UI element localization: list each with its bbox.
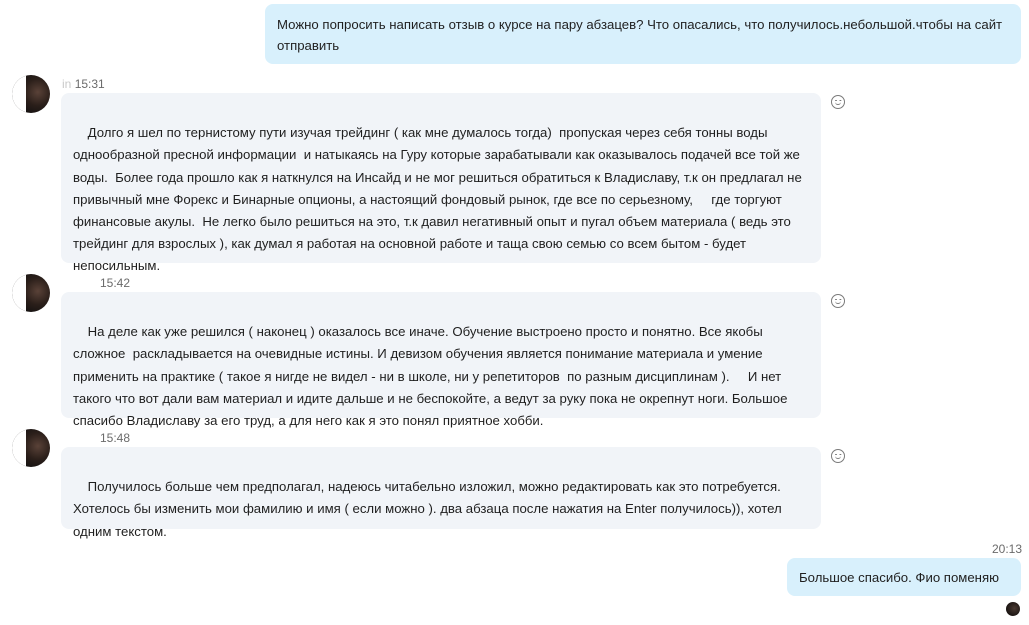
smiley-icon[interactable] (831, 449, 845, 463)
outgoing-message[interactable] (265, 4, 1021, 64)
incoming-message[interactable] (61, 292, 821, 429)
outgoing-message[interactable] (787, 558, 1021, 596)
message-time: 15:31 (74, 77, 105, 91)
contact-avatar[interactable] (12, 75, 50, 113)
message-meta (62, 431, 130, 445)
incoming-message[interactable] (61, 447, 821, 539)
message-text: Большое спасибо. Фио поменяю (799, 570, 1000, 585)
incoming-message[interactable] (61, 93, 821, 274)
message-meta (62, 276, 130, 290)
read-receipt-avatar (1006, 602, 1020, 616)
sender-name: in (62, 77, 72, 91)
contact-avatar[interactable] (12, 274, 50, 312)
message-text: Получилось больше чем предполагал, надеюсь читабельно изложил, можно редактировать как это потребуется. Хотелось бы изменить мои фамилию и имя ( если можно ). два абзаца после нажатия на Enter получилось)), хотел одним текстом. (73, 479, 786, 539)
contact-avatar[interactable] (12, 429, 50, 467)
message-text: Можно попросить написать отзыв о курсе на пару абзацев? Что опасались, что получилось.небольшой.чтобы на сайт отправить (277, 17, 1003, 53)
message-meta (62, 77, 105, 91)
message-time: 15:42 (100, 276, 131, 290)
smiley-icon[interactable] (831, 294, 845, 308)
message-text: Долго я шел по тернистому пути изучая трейдинг ( как мне думалось тогда) пропуская через себя тонны воды однообразной пресной информации и натыкаясь на Гуру которые зарабатывали как оказывалось подачей все той же воды. Более года прошло как я наткнулся на Инсайд и не мог решиться обратиться к Владиславу, т.к он предлагал не привычный мне Форекс и Бинарные опционы, а настоящий фондовый рынок, где все по серьезному, где торгуют финансовые акулы. Не легко было решиться на это, т.к давил негативный опыт и пугал объем материала ( ведь это трейдинг для взрослых ), как думал я работая на основной работе и таща свою семью со всем бытом - будет непосильным. (73, 125, 806, 274)
smiley-icon[interactable] (831, 95, 845, 109)
message-time: 15:48 (100, 431, 131, 445)
message-time: 20:13 (992, 542, 1023, 556)
message-text: На деле как уже решился ( наконец ) оказалось все иначе. Обучение выстроено просто и понятно. Все якобы сложное раскладывается на очевидные истины. И девизом обучения является понимание материала и умение применить на практике ( такое я нигде не видел - ни в школе, ни у репетиторов по разным дисциплинам ). И нет такого что вот дали вам материал и идите дальше и не беспокойте, а ведут за руку пока не окрепнут ноги. Большое спасибо Владиславу за его труд, а для него как я это понял приятное хобби. (73, 324, 792, 429)
